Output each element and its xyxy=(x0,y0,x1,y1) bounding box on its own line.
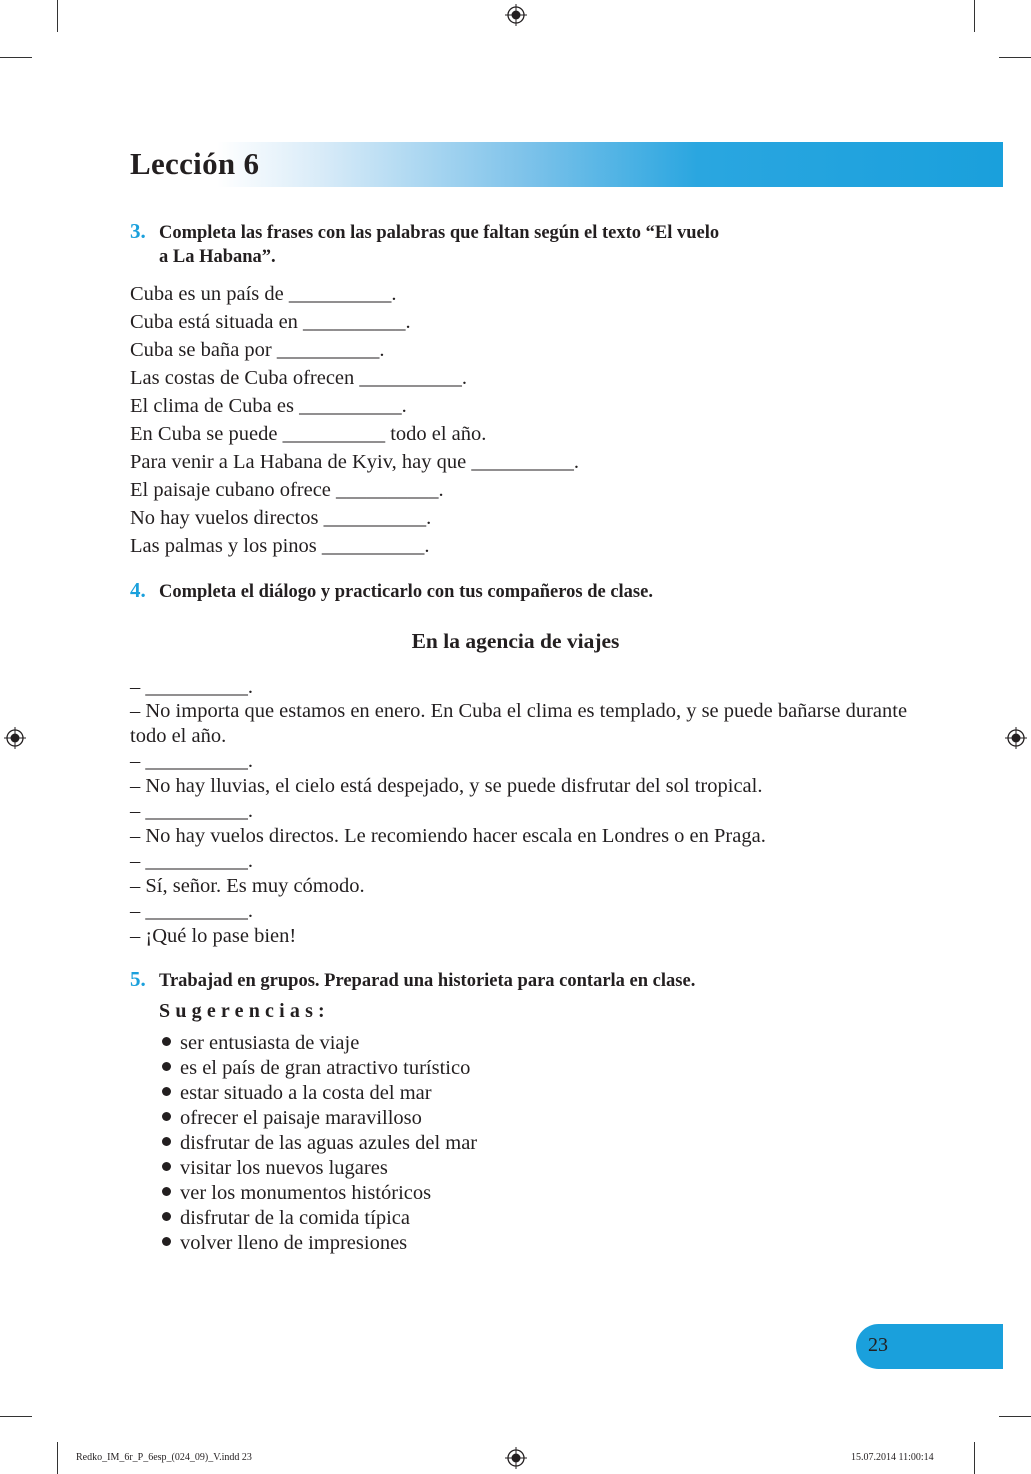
task-4-number: 4. xyxy=(130,578,146,602)
footer-date: 15.07.2014 11:00:14 xyxy=(851,1452,934,1463)
dialog-title: En la agencia de viajes xyxy=(411,629,620,653)
task-3-number: 3. xyxy=(130,219,146,243)
suggestion-item: estar situado a la costa del mar xyxy=(162,1082,432,1105)
task-3-instruction xyxy=(159,221,919,269)
exercise-sentence: No hay vuelos directos __________. xyxy=(130,507,432,529)
footer-file-info: Redko_IM_6r_P_6esp_(024_09)_V.indd 23 xyxy=(76,1452,252,1463)
suggestion-item: ser entusiasta de viaje xyxy=(162,1032,359,1055)
crop-mark xyxy=(999,57,1031,58)
exercise-sentence: Cuba es un país de __________. xyxy=(130,283,397,305)
task-4-instruction: Completa el diálogo y practicarlo con tus compañeros de clase. xyxy=(159,582,653,602)
exercise-sentence: Cuba se baña por __________. xyxy=(130,339,385,361)
dialog-line: – __________. xyxy=(130,850,253,872)
suggestion-item: disfrutar de las aguas azules del mar xyxy=(162,1132,477,1155)
bullet-icon xyxy=(162,1037,171,1046)
exercise-sentence: El paisaje cubano ofrece __________. xyxy=(130,479,444,501)
dialog-line: – No hay vuelos directos. Le recomiendo hacer escala en Londres o en Praga. xyxy=(130,825,766,847)
exercise-sentence: El clima de Cuba es __________. xyxy=(130,395,407,417)
dialog-line: – No importa que estamos en enero. En Cuba el clima es templado, y se puede bañarse durante todo el año. xyxy=(130,700,908,747)
dialog-line: – __________. xyxy=(130,676,253,698)
bullet-icon xyxy=(162,1212,171,1221)
task-3-instruction-line: a La Habana”. xyxy=(159,247,276,267)
suggestion-item: volver lleno de impresiones xyxy=(162,1232,407,1255)
suggestion-item: ver los monumentos históricos xyxy=(162,1182,431,1205)
crop-mark xyxy=(999,1416,1031,1417)
bullet-icon xyxy=(162,1112,171,1121)
registration-mark-icon xyxy=(1005,727,1027,749)
bullet-icon xyxy=(162,1162,171,1171)
crop-mark xyxy=(0,1416,32,1417)
registration-mark-icon xyxy=(505,4,527,26)
exercise-sentence: Las palmas y los pinos __________. xyxy=(130,535,430,557)
task-5-instruction: Trabajad en grupos. Preparad una historieta para contarla en clase. xyxy=(159,971,696,991)
exercise-sentence: Cuba está situada en __________. xyxy=(130,311,411,333)
lesson-header-bar xyxy=(130,142,1003,187)
bullet-icon xyxy=(162,1137,171,1146)
crop-mark xyxy=(57,1442,58,1474)
crop-mark xyxy=(974,0,975,32)
dialog-line: – No hay lluvias, el cielo está despejado, y se puede disfrutar del sol tropical. xyxy=(130,775,763,797)
suggestions-label: Sugerencias: xyxy=(159,1000,330,1022)
dialog-line: – __________. xyxy=(130,900,253,922)
task-5-number: 5. xyxy=(130,967,146,991)
task-3-instruction-line: Completa las frases con las palabras que faltan según el texto “El vuelo xyxy=(159,223,720,243)
crop-mark xyxy=(974,1442,975,1474)
registration-mark-icon xyxy=(4,727,26,749)
dialog-line: – __________. xyxy=(130,750,253,772)
crop-mark xyxy=(0,57,32,58)
exercise-sentence: Para venir a La Habana de Kyiv, hay que __________. xyxy=(130,451,579,473)
suggestion-item: visitar los nuevos lugares xyxy=(162,1157,388,1180)
lesson-title: Lección 6 xyxy=(130,146,260,181)
crop-mark xyxy=(57,0,58,32)
suggestion-item: disfrutar de la comida típica xyxy=(162,1207,410,1230)
suggestion-item: es el país de gran atractivo turístico xyxy=(162,1057,470,1080)
bullet-icon xyxy=(162,1237,171,1246)
exercise-sentence: Las costas de Cuba ofrecen __________. xyxy=(130,367,468,389)
dialog-line: – __________. xyxy=(130,800,253,822)
page-number: 23 xyxy=(868,1334,888,1356)
suggestion-item: ofrecer el paisaje maravilloso xyxy=(162,1107,422,1130)
bullet-icon xyxy=(162,1187,171,1196)
exercise-sentence: En Cuba se puede __________ todo el año. xyxy=(130,423,487,445)
dialog-line: – ¡Qué lo pase bien! xyxy=(130,925,297,947)
bullet-icon xyxy=(162,1087,171,1096)
bullet-icon xyxy=(162,1062,171,1071)
registration-mark-icon xyxy=(505,1447,527,1469)
dialog-line: – Sí, señor. Es muy cómodo. xyxy=(130,875,365,897)
